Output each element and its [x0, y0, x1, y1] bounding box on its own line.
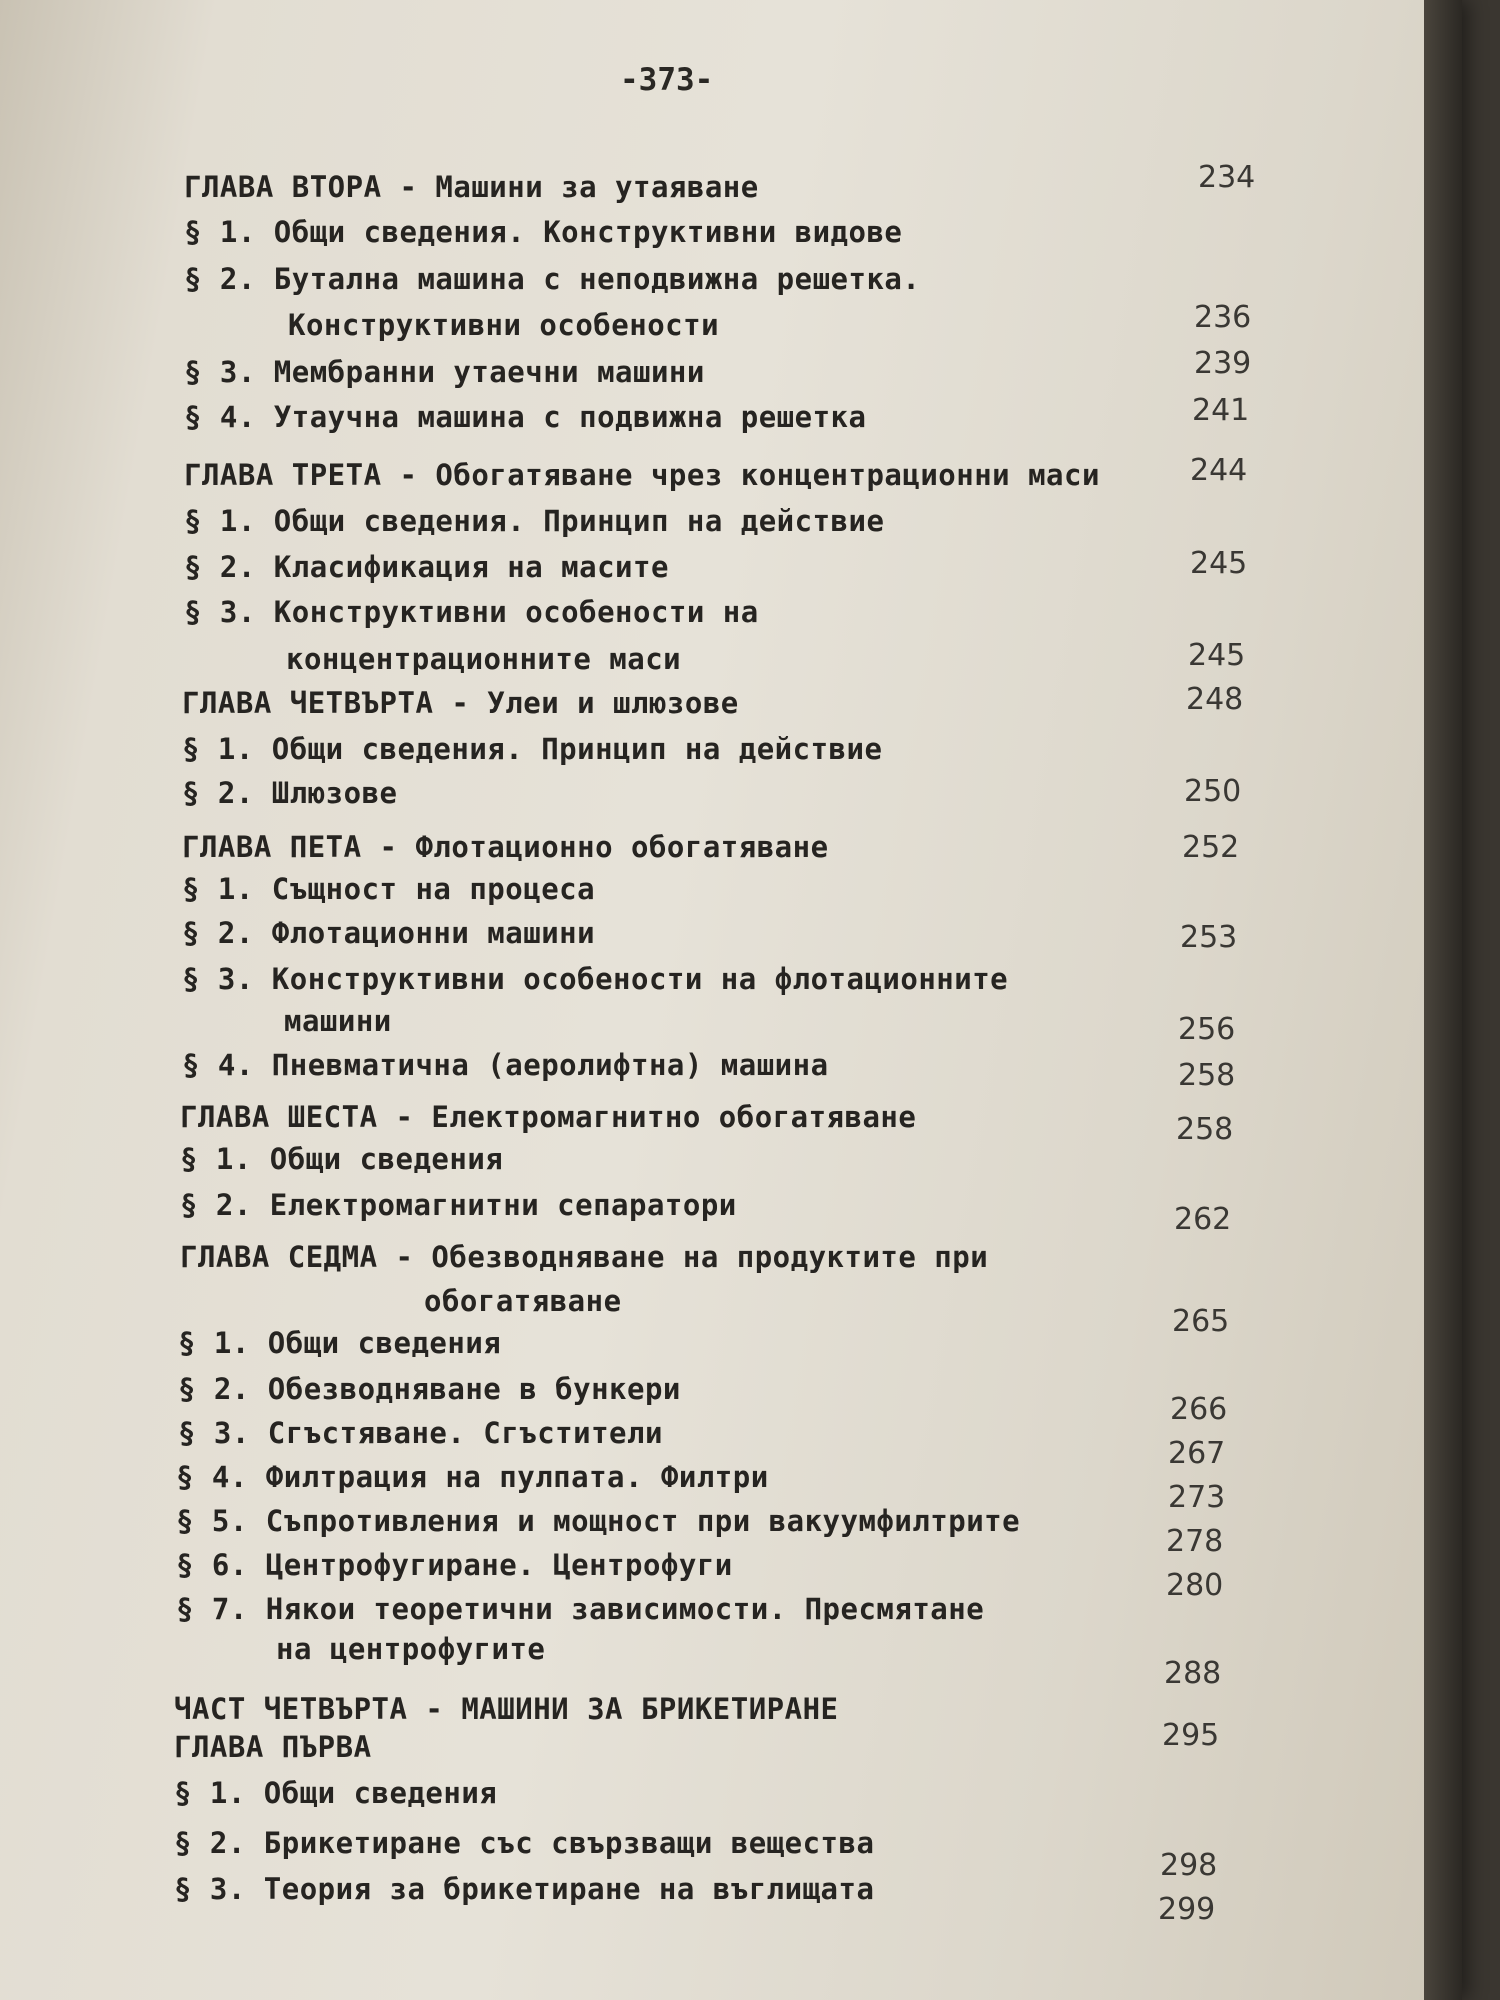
toc-chapter-heading: ГЛАВА ЧЕТВЪРТА - Улеи и шлюзове	[182, 686, 739, 720]
toc-section: § 2. Флотационни машини	[182, 916, 596, 950]
toc-chapter-heading: ГЛАВА ПЕТА - Флотационно обогатяване	[182, 830, 829, 864]
toc-page-number: 288	[1164, 1656, 1222, 1691]
toc-page-number: 262	[1174, 1202, 1232, 1237]
toc-section: § 5. Съпротивления и мощност при вакуумфилтрите	[176, 1504, 1021, 1538]
toc-page-number: 273	[1168, 1480, 1226, 1515]
toc-section: § 1. Общи сведения	[178, 1326, 502, 1360]
toc-chapter-heading: ГЛАВА ВТОРА - Машини за утаяване	[184, 170, 759, 204]
toc-part-heading: ЧАСТ ЧЕТВЪРТА - МАШИНИ ЗА БРИКЕТИРАНЕ	[174, 1692, 839, 1726]
toc-section: § 3. Конструктивни особености на	[184, 595, 759, 629]
toc-section-continuation: на центрофугите	[276, 1632, 546, 1666]
toc-page-number: 295	[1162, 1718, 1220, 1753]
toc-page-number: 258	[1176, 1112, 1234, 1147]
toc-section: § 4. Утаучна машина с подвижна решетка	[184, 400, 867, 434]
toc-section: § 2. Обезводняване в бункери	[178, 1372, 681, 1406]
toc-section: § 2. Брикетиране със свързващи вещества	[174, 1826, 875, 1860]
toc-section: § 3. Конструктивни особености на флотационните	[182, 962, 1009, 996]
toc-page-number: 241	[1192, 393, 1250, 428]
toc-page-number: 280	[1166, 1568, 1224, 1603]
toc-page-number: 245	[1188, 638, 1246, 673]
toc-section: § 1. Общи сведения. Конструктивни видове	[184, 215, 903, 249]
toc-section: § 1. Общи сведения	[174, 1776, 498, 1810]
toc-section: § 3. Теория за брикетиране на въглищата	[174, 1872, 875, 1906]
toc-section-continuation: машини	[284, 1004, 392, 1038]
toc-chapter-heading: ГЛАВА ШЕСТА - Електромагнитно обогатяване	[180, 1100, 917, 1134]
toc-page-number: 256	[1178, 1012, 1236, 1047]
toc-section: § 1. Общи сведения. Принцип на действие	[182, 732, 883, 766]
toc-section: § 4. Филтрация на пулпата. Филтри	[176, 1460, 769, 1494]
toc-section: § 1. Същност на процеса	[182, 872, 596, 906]
toc-page-number: 252	[1182, 830, 1240, 865]
toc-section-continuation: концентрационните маси	[286, 642, 682, 676]
toc-page-number: 234	[1198, 160, 1256, 195]
toc-section: § 2. Електромагнитни сепаратори	[180, 1188, 737, 1222]
toc-section: § 3. Сгъстяване. Сгъстители	[178, 1416, 663, 1450]
toc-page-number: 245	[1190, 546, 1248, 581]
toc-page-number: 266	[1170, 1392, 1228, 1427]
toc-page-number: 250	[1184, 774, 1242, 809]
toc-section: § 1. Общи сведения	[180, 1142, 504, 1176]
toc-section: § 3. Мембранни утаечни машини	[184, 355, 705, 389]
toc-page-number: 248	[1186, 682, 1244, 717]
toc-chapter-heading-continuation: обогатяване	[424, 1284, 622, 1318]
toc-page-number: 253	[1180, 920, 1238, 955]
toc-page-number: 299	[1158, 1892, 1216, 1927]
toc-section: § 6. Центрофугиране. Центрофуги	[176, 1548, 733, 1582]
toc-chapter-heading: ГЛАВА СЕДМА - Обезводняване на продуктите при	[180, 1240, 989, 1274]
page-edge-shadow	[1424, 0, 1462, 2000]
toc-page-number: 258	[1178, 1058, 1236, 1093]
toc-section: § 7. Някои теоретични зависимости. Пресмятане	[176, 1592, 985, 1626]
page-number: -373-	[620, 62, 714, 98]
toc-page-number: 298	[1160, 1848, 1218, 1883]
toc-section: § 2. Шлюзове	[182, 776, 398, 810]
toc-page-number: 236	[1194, 300, 1252, 335]
toc-page-number: 244	[1190, 453, 1248, 488]
toc-section: § 2. Класификация на масите	[184, 550, 669, 584]
toc-page-number: 239	[1194, 346, 1252, 381]
toc-page-number: 278	[1166, 1524, 1224, 1559]
toc-chapter-heading: ГЛАВА ТРЕТА - Обогатяване чрез концентрационни маси	[184, 458, 1100, 492]
toc-section-continuation: Конструктивни особености	[288, 308, 720, 342]
toc-section: § 1. Общи сведения. Принцип на действие	[184, 504, 885, 538]
toc-chapter-heading: ГЛАВА ПЪРВА	[174, 1730, 372, 1764]
toc-page-number: 265	[1172, 1304, 1230, 1339]
toc-section: § 4. Пневматична (аеролифтна) машина	[182, 1048, 829, 1082]
toc-section: § 2. Бутална машина с неподвижна решетка.	[184, 262, 921, 296]
toc-page-number: 267	[1168, 1436, 1226, 1471]
